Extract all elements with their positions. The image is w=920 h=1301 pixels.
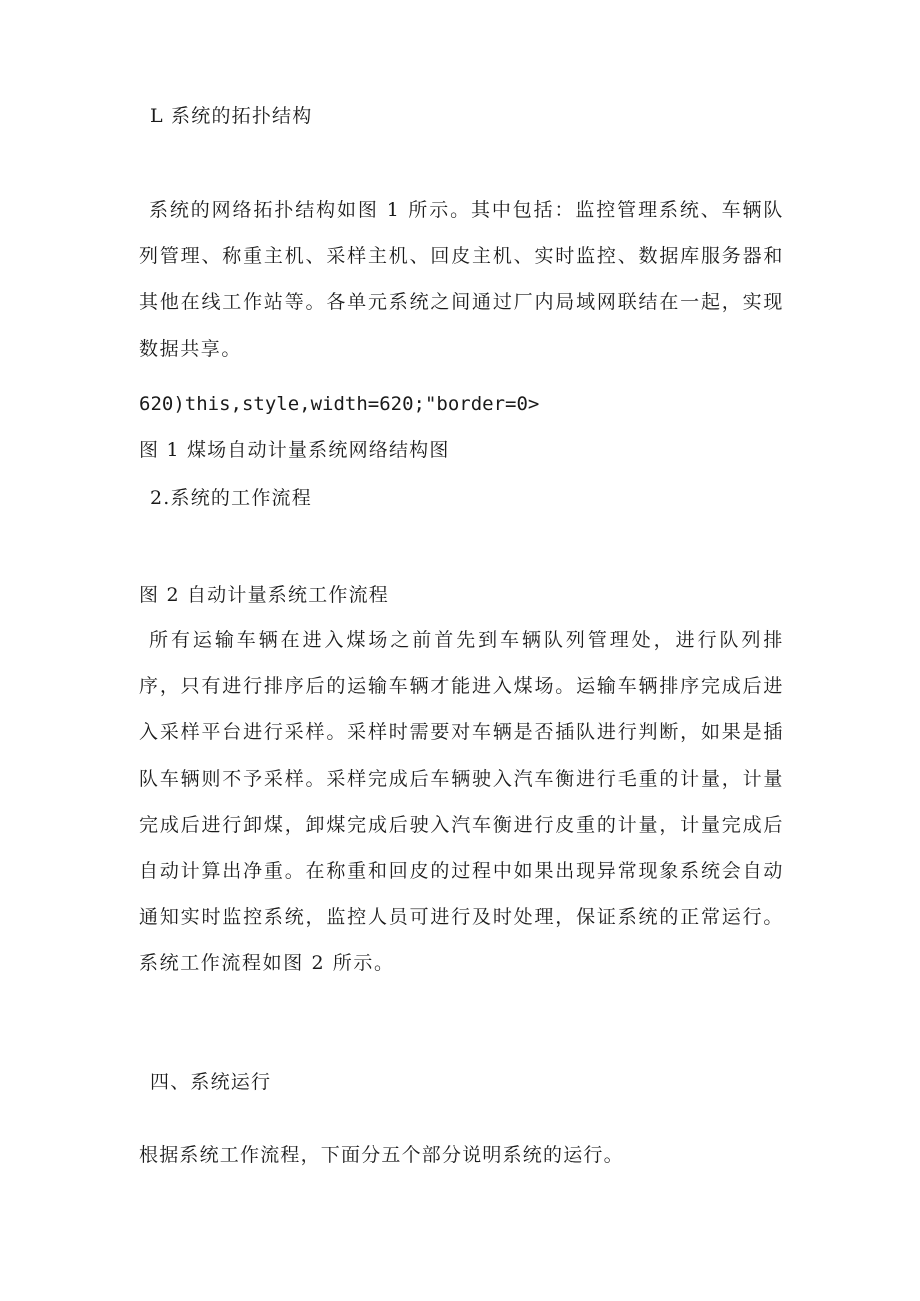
section-heading-workflow: 2.系统的工作流程: [150, 487, 312, 509]
broken-image-code-text: 620)this,style,width=620;"border=0>: [139, 393, 540, 415]
chapter-heading-system-operation: 四、系统运行: [150, 1071, 272, 1093]
figure-2-caption: 图 2 自动计量系统工作流程: [139, 584, 389, 606]
paragraph-operation-intro: 根据系统工作流程，下面分五个部分说明系统的运行。: [139, 1144, 624, 1166]
section-heading-topology: L 系统的拓扑结构: [150, 105, 313, 127]
paragraph-workflow-description: 所有运输车辆在进入煤场之前首先到车辆队列管理处，进行队列排序，只有进行排序后的运输车辆才能进入煤场。运输车辆排序完成后进入采样平台进行采样。采样时需要对车辆是否插队进行判断，如果是插队车辆则不予采样。采样完成后车辆驶入汽车衡进行毛重的计量，计量完成后进行卸煤，卸煤完成后驶入汽车衡进行皮重的计量，计量完成后自动计算出净重。在称重和回皮的过程中如果出现异常现象系统会自动通知实时监控系统，监控人员可进行及时处理，保证系统的正常运行。系统工作流程如图 2 所示。: [139, 629, 784, 975]
paragraph-topology-description: 系统的网络拓扑结构如图 1 所示。其中包括：监控管理系统、车辆队列管理、称重主机、采样主机、回皮主机、实时监控、数据库服务器和其他在线工作站等。各单元系统之间通过厂内局域网联结在一起，实现数据共享。: [139, 199, 784, 360]
figure-1-caption: 图 1 煤场自动计量系统网络结构图: [139, 439, 450, 461]
